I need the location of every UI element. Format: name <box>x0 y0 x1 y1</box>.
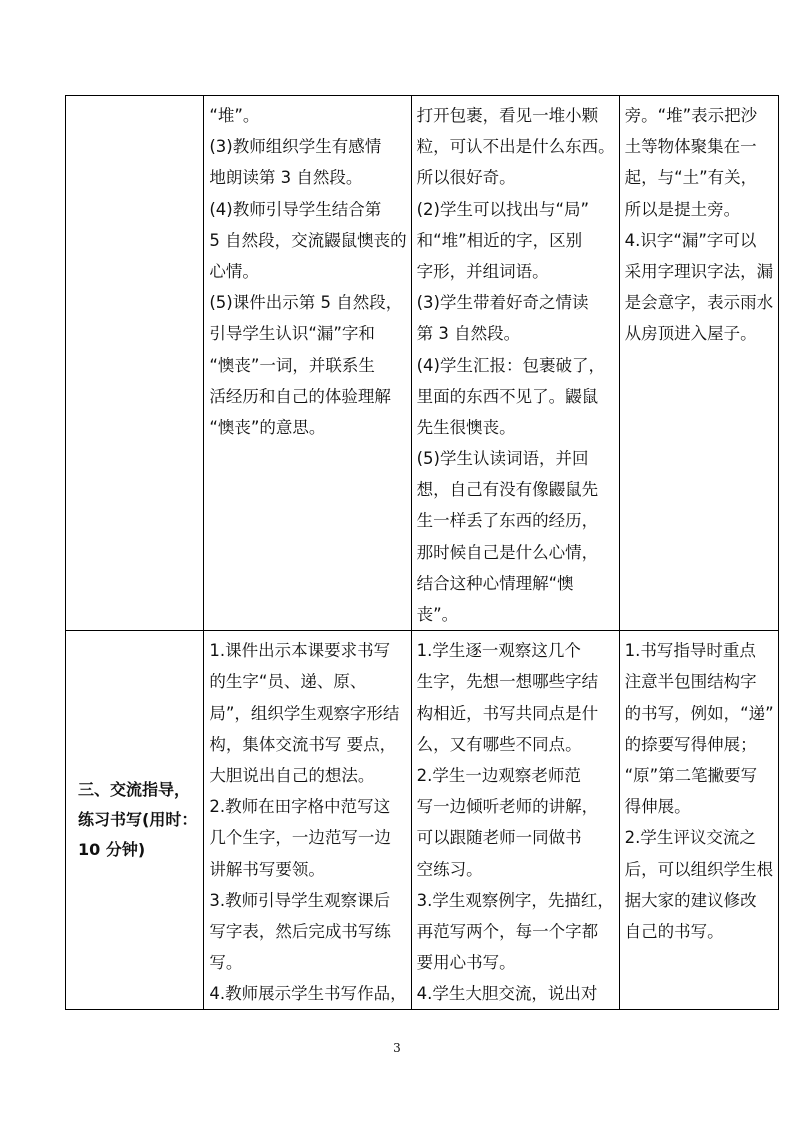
text-line: 4.学生大胆交流，说出对 <box>416 984 598 1004</box>
page-number: 3 <box>393 1041 401 1055</box>
text-line: 注意半包围结构字 <box>624 672 757 692</box>
table-row <box>66 96 779 631</box>
text-line: 先生很懊丧。 <box>416 417 516 437</box>
text-line: 三、交流指导， <box>78 780 191 800</box>
text-line: 局”，组织学生观察字形结 <box>209 703 400 723</box>
text-line: 10 分钟) <box>78 840 146 860</box>
text-line: 写。 <box>209 953 243 973</box>
text-line: 1.书写指导时重点 <box>624 641 756 661</box>
text-line: 想，自己有没有像鼹鼠先 <box>416 480 599 500</box>
text-line: 写一边倾听老师的讲解， <box>416 797 599 817</box>
text-line: 1.课件出示本课要求书写 <box>209 641 391 661</box>
text-line: 活经历和自己的体验理解 <box>209 386 391 406</box>
text-line: (5)课件出示第 5 自然段， <box>209 293 403 313</box>
text-line: 么，又有哪些不同点。 <box>416 734 582 754</box>
text-line: 和“堆”相近的字，区别 <box>416 230 583 250</box>
text-line: 几个生字，一边范写一边 <box>209 828 391 848</box>
text-line: 打开包裹，看见一堆小颗 <box>416 106 599 125</box>
text-line: 生字，先想一想哪些字结 <box>416 672 599 692</box>
text-line: 构相近，书写共同点是什 <box>416 703 599 723</box>
text-line: 那时候自己是什么心情， <box>416 542 599 562</box>
text-line: 2.教师在田字格中范写这 <box>209 797 391 817</box>
text-line: (4)教师引导学生结合第 <box>209 199 382 219</box>
text-line: 结合这种心情理解“懊 <box>416 573 574 593</box>
text-line: 再范写两个，每一个字都 <box>416 921 599 941</box>
text-line: 心情。 <box>209 261 259 281</box>
text-line: 生一样丢了东西的经历， <box>416 511 599 531</box>
text-line: “懊丧”一词，并联系生 <box>209 355 375 375</box>
text-line: 3.教师引导学生观察课后 <box>209 890 391 910</box>
design-notes-cell <box>619 631 778 1010</box>
text-line: 所以是提土旁。 <box>624 199 741 219</box>
text-line: 大胆说出自己的想法。 <box>209 765 375 785</box>
text-line: 是会意字，表示雨水 <box>624 293 774 313</box>
text-line: 的书写，例如，“递” <box>624 703 774 723</box>
student-activity-cell <box>411 96 619 631</box>
text-line: 从房顶进入屋子。 <box>624 324 757 344</box>
text-line: 2.学生一边观察老师范 <box>416 765 581 785</box>
text-line: 空练习。 <box>416 859 483 879</box>
text-line: “原”第二笔撇要写 <box>624 765 758 785</box>
text-line: 得伸展。 <box>624 797 691 817</box>
text-line: 可以跟随老师一同做书 <box>416 828 582 848</box>
text-line: (3)学生带着好奇之情读 <box>416 293 589 313</box>
text-line: 第 3 自然段。 <box>416 324 521 344</box>
text-line: 自己的书写。 <box>624 921 724 941</box>
text-line: 旁。“堆”表示把沙 <box>624 106 758 125</box>
teacher-activity-cell <box>204 631 411 1010</box>
text-line: 引导学生认识“漏”字和 <box>209 324 375 344</box>
text-line: 4.识字“漏”字可以 <box>624 230 757 250</box>
text-line: 据大家的建议修改 <box>624 890 757 910</box>
text-line: 起，与“土”有关， <box>624 168 758 188</box>
text-line: 后，可以组织学生根 <box>624 859 774 879</box>
text-line: 采用字理识字法，漏 <box>624 261 774 281</box>
text-line: 讲解书写要领。 <box>209 859 325 879</box>
text-line: 4.教师展示学生书写作品， <box>209 984 407 1004</box>
teacher-activity-cell <box>204 96 411 631</box>
text-line: 丧”。 <box>416 605 459 624</box>
text-line: 的捺要写得伸展； <box>624 734 757 754</box>
text-line: (2)学生可以找出与“局” <box>416 199 590 219</box>
student-activity-cell <box>411 631 619 1010</box>
text-line: 所以很好奇。 <box>416 168 516 188</box>
text-line: 3.学生观察例字，先描红， <box>416 890 614 910</box>
text-line: 写字表，然后完成书写练 <box>209 921 391 941</box>
text-line: 5 自然段，交流鼹鼠懊丧的 <box>209 230 407 250</box>
design-notes-cell <box>619 96 778 631</box>
text-line: 的生字“员、递、原、 <box>209 672 367 692</box>
text-line: 地朗读第 3 自然段。 <box>209 168 363 188</box>
text-line: “堆”。 <box>209 106 260 125</box>
text-line: “懊丧”的意思。 <box>209 417 326 437</box>
stage-label-cell <box>66 96 204 631</box>
text-line: 要用心书写。 <box>416 953 516 973</box>
lesson-plan-table <box>65 95 779 1010</box>
text-line: (3)教师组织学生有感情 <box>209 137 382 157</box>
stage-label-cell <box>66 631 204 1010</box>
text-line: 构，集体交流书写 要点， <box>209 734 397 754</box>
text-line: 里面的东西不见了。鼹鼠 <box>416 386 599 406</box>
text-line: 2.学生评议交流之 <box>624 828 756 848</box>
text-line: 粒，可认不出是什么东西。 <box>416 137 615 157</box>
text-line: 土等物体聚集在一 <box>624 137 757 157</box>
text-line: 练习书写(用时： <box>78 810 198 830</box>
text-line: (5)学生认读词语，并回 <box>416 449 589 469</box>
table-row <box>66 631 779 1010</box>
text-line: 1.学生逐一观察这几个 <box>416 641 581 661</box>
text-line: (4)学生汇报：包裹破了， <box>416 355 605 375</box>
text-line: 字形，并组词语。 <box>416 261 549 281</box>
